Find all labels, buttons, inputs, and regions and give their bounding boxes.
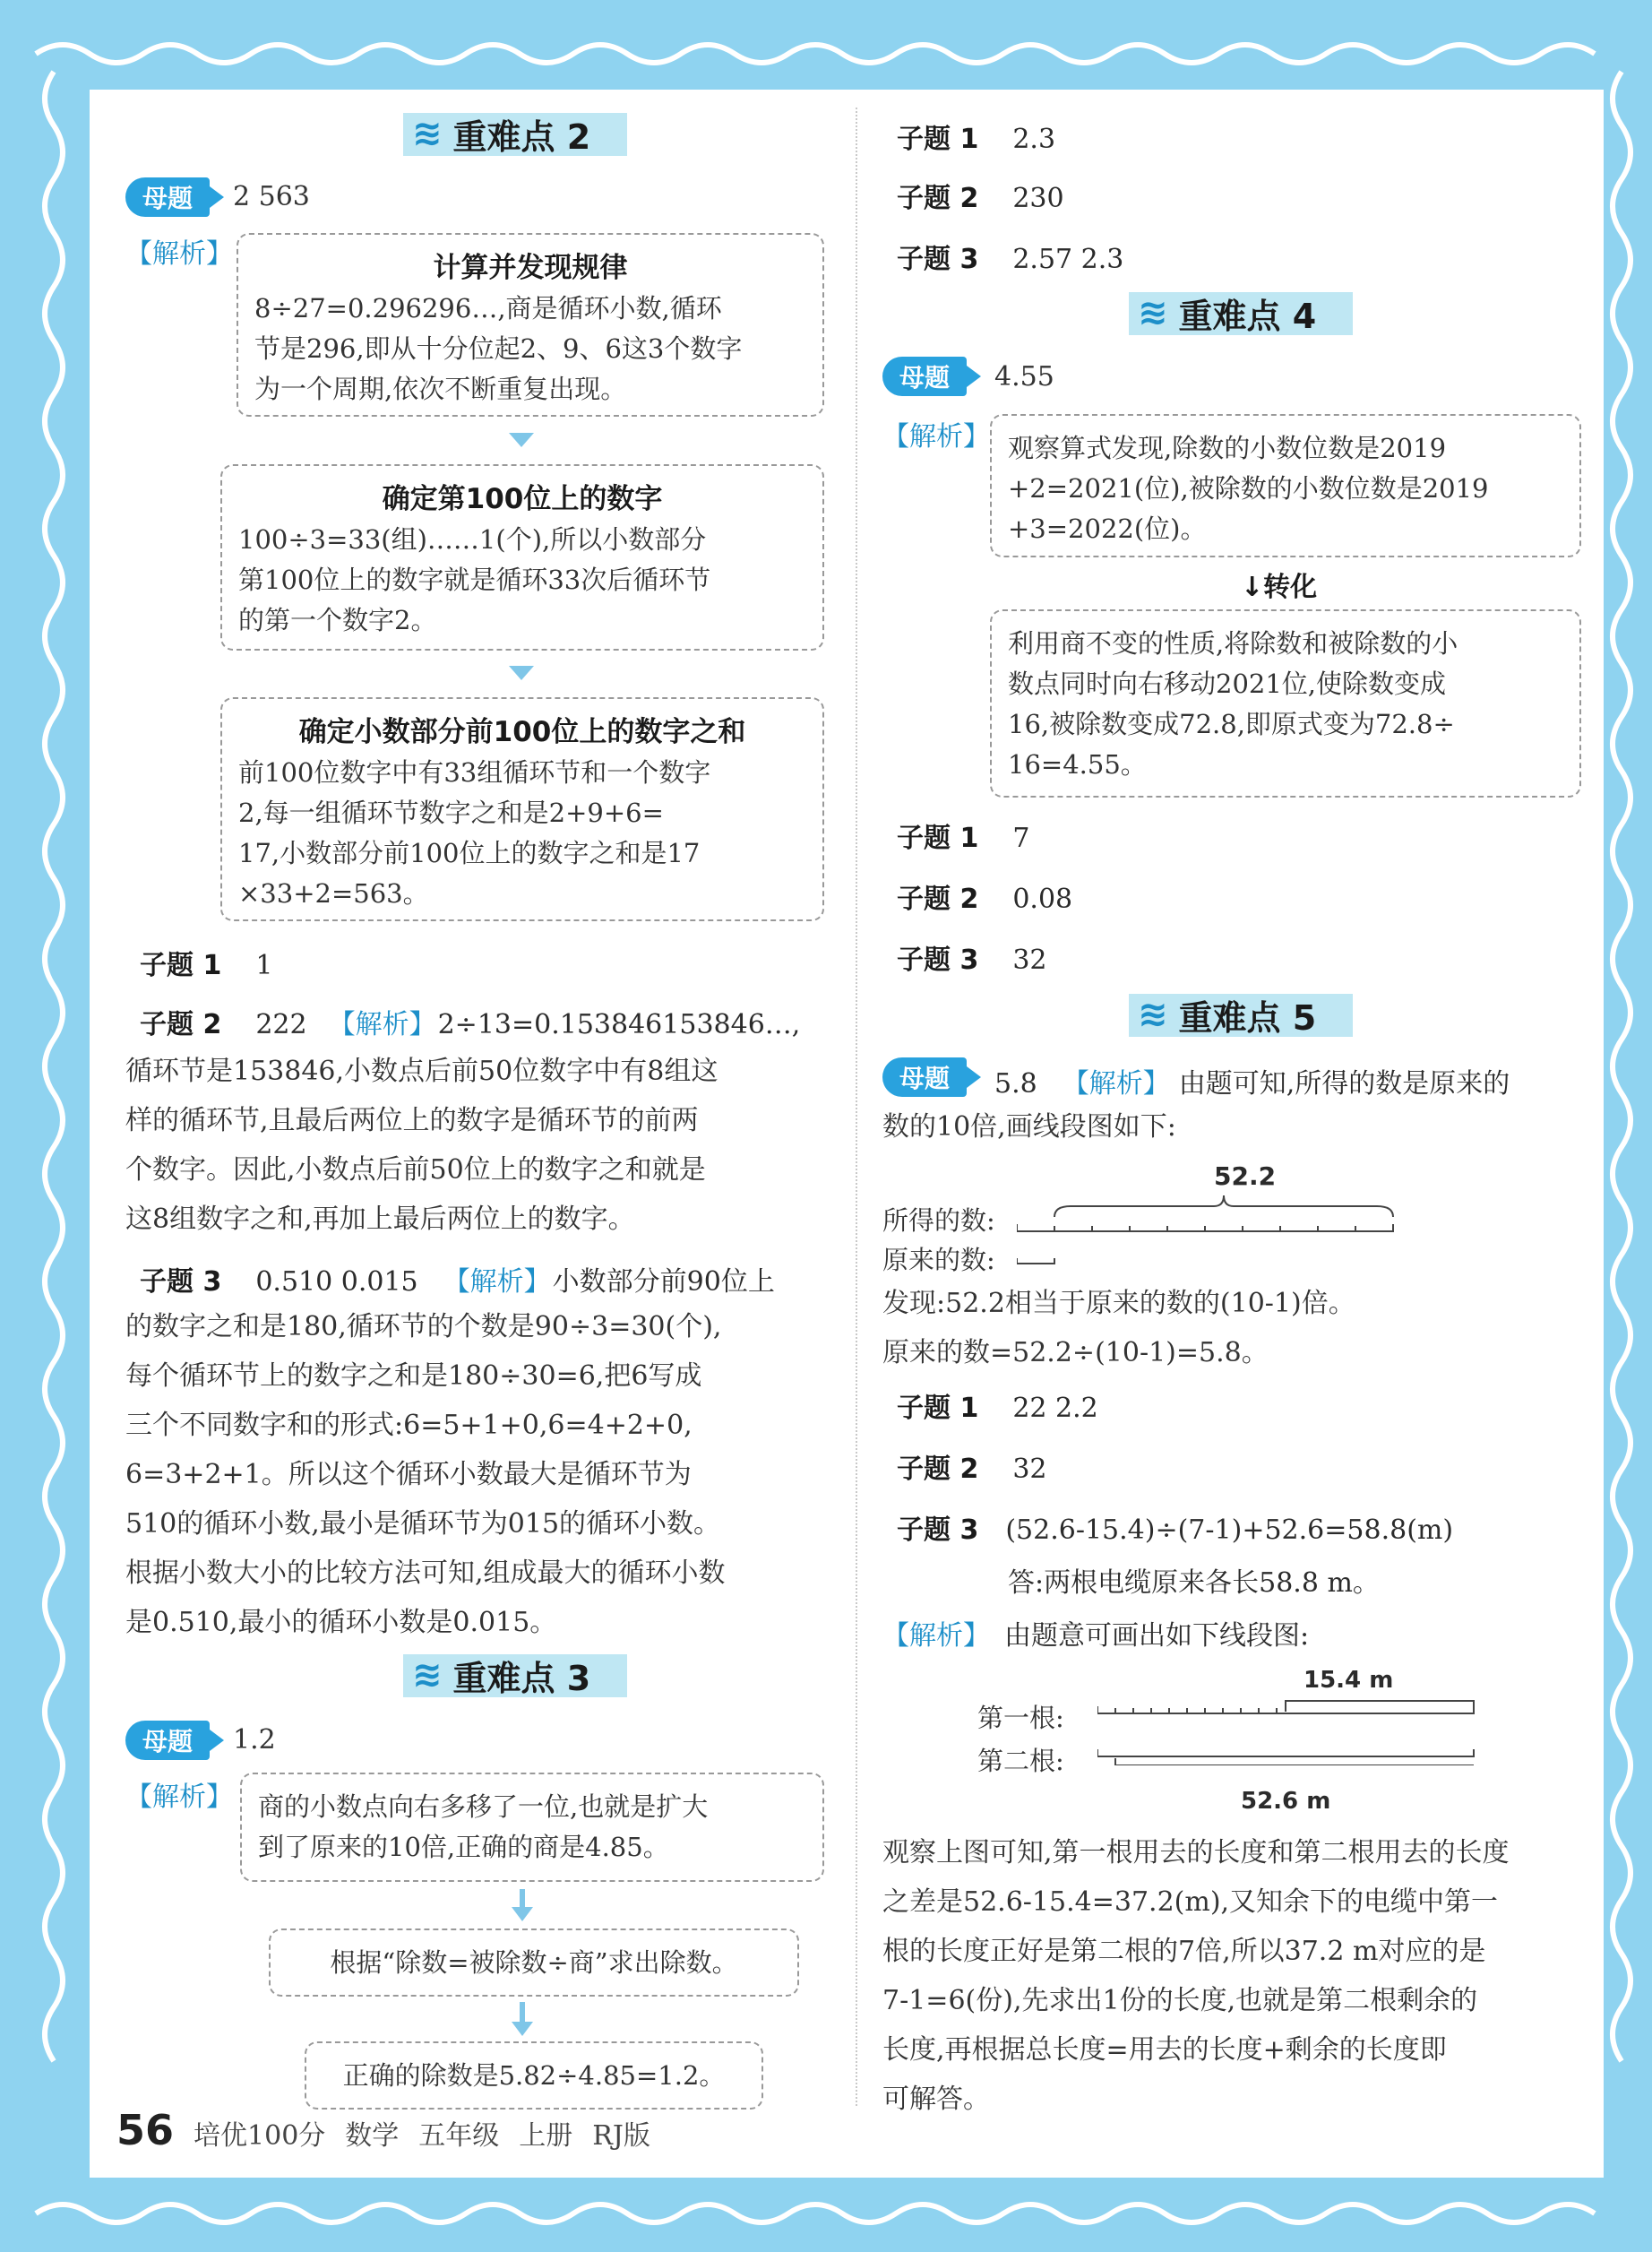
subquestion-2: 子题 2 32 (897, 1454, 1047, 1485)
subquestion-2: 子题 2 230 (897, 183, 1064, 214)
transform-arrow: ↓转化 (1241, 572, 1318, 603)
grade: 五年级 (418, 2120, 500, 2152)
book-title: 培优100分 (194, 2120, 326, 2152)
box-line: ×33+2=563。 (238, 878, 429, 909)
mother-badge: 母题 (882, 357, 967, 396)
subject: 数学 (345, 2120, 400, 2152)
segment-label: 第一根: (977, 1703, 1064, 1733)
analysis-box-2: 利用商不变的性质,将除数和被除数的小 数点同时向右移动2021位,使除数变成 16,被除数变成72.8,即原式变为72.8÷ 16=4.55。 (990, 609, 1581, 798)
volume: 上册 (519, 2120, 573, 2152)
box-heading: 确定第100位上的数字 (382, 483, 663, 515)
analysis-box-1: 商的小数点向右多移了一位,也就是扩大 到了原来的10倍,正确的商是4.85。 (240, 1773, 824, 1882)
down-triangle-icon (509, 666, 534, 680)
wave-icon: ≋ (1138, 994, 1168, 1035)
analysis-box-2: 根据“除数=被除数÷商”求出除数。 (269, 1928, 799, 1997)
subquestion-1: 子题 1 22 2.2 (897, 1393, 1098, 1424)
segment-label: 第二根: (977, 1746, 1064, 1776)
mother-explanation: 数的10倍,画线段图如下: (882, 1111, 1176, 1143)
down-triangle-icon (509, 433, 534, 447)
page-footer (116, 2106, 650, 2154)
subquestion-3-explanation: 的数字之和是180,循环节的个数是90÷3=30(个), 每个循环节上的数字之和是180÷30=6,把6写成 三个不同数字和的形式:6=5+1+0,6=4+2+0, 6=3+2+1。所以这个循环小数最大是循环节为 510的循环小数,最小是循环节为015的循环小数。 根据小数大小的比较方法可知,组成最大的循环小数 是0.510,最小的循环小数是0.015。 (125, 1311, 726, 1638)
box-line: 100÷3=33(组)……1(个),所以小数部分 (238, 524, 707, 555)
analysis-box-1 (237, 233, 824, 417)
box-line: 8÷27=0.296296…,商是循环小数,循环 (254, 293, 722, 324)
jiexi-label: 【解析】 (125, 1782, 233, 1813)
box-heading: 计算并发现规律 (433, 252, 628, 284)
mother-badge: 母题 (125, 1721, 210, 1760)
closing-explanation: 观察上图可知,第一根用去的长度和第二根用去的长度 之差是52.6-15.4=37.2(m),又知余下的电缆中第一 根的长度正好是第二根的7倍,所以37.2 m对应的是 7-1=6(份),先求出1份的长度,也就是第二根剩余的 长度,再根据总长度=用去的长度+剩余的长度即 可解答。 (882, 1837, 1510, 2115)
box-line: 为一个周期,依次不断重复出现。 (254, 374, 627, 404)
mother-answer: 1.2 (233, 1724, 276, 1756)
segment-label: 原来的数: (882, 1245, 995, 1275)
edition: RJ版 (592, 2120, 650, 2152)
original-number-line: 原来的数=52.2÷(10-1)=5.8。 (882, 1337, 1269, 1368)
subquestion-3: 子题 3 32 (897, 945, 1047, 976)
subquestion-2: 子题 2 222 【解析】 2÷13=0.153846153846…, (140, 1009, 801, 1040)
segment-diagram-1 (1017, 1190, 1429, 1271)
down-arrow-icon (520, 1889, 525, 1909)
box-heading: 确定小数部分前100位上的数字之和 (298, 716, 746, 748)
page-number: 56 (116, 2106, 175, 2154)
box-line: 的第一个数字2。 (238, 605, 437, 635)
subquestion-1: 子题 1 1 (140, 950, 273, 981)
wave-icon: ≋ (1138, 292, 1168, 333)
subquestion-1: 子题 1 2.3 (897, 124, 1056, 155)
subquestion-3: 子题 3 2.57 2.3 (897, 244, 1124, 275)
section-title-4: ≋ 重难点 4 (1138, 287, 1316, 339)
subquestion-2-explanation: 循环节是153846,小数点后前50位数字中有8组这 样的循环节,且最后两位上的数字是循环节的前两 个数字。因此,小数点后前50位上的数字之和就是 这8组数字之和,再加上最后两位上的数字。 (125, 1056, 718, 1235)
mother-badge: 母题 (125, 177, 210, 217)
down-arrow-icon (520, 2002, 525, 2023)
analysis-box-3 (220, 697, 824, 921)
jiexi-label: 【解析】 (125, 238, 233, 270)
mother-answer-line: 5.8 【解析】 由题可知,所得的数是原来的 (994, 1068, 1510, 1100)
segment-value-bottom: 52.6 m (1241, 1788, 1331, 1815)
page-content (90, 90, 1604, 2178)
box-line: 2,每一组循环节数字之和是2+9+6= (238, 798, 664, 828)
box-line: 第100位上的数字就是循环33次后循环节 (238, 565, 711, 595)
subquestion-3: 子题 3 0.510 0.015 【解析】 小数部分前90位上 (140, 1266, 775, 1298)
segment-value-top: 15.4 m (1304, 1667, 1394, 1694)
section-title-3: ≋ 重难点 3 (412, 1649, 590, 1701)
box-line: 节是296,即从十分位起2、9、6这3个数字 (254, 333, 743, 364)
wave-icon: ≋ (412, 1654, 443, 1695)
subquestion-2: 子题 2 0.08 (897, 884, 1073, 915)
analysis-box-1: 观察算式发现,除数的小数位数是2019 +2=2021(位),被除数的小数位数是2019 +3=2022(位)。 (990, 414, 1581, 557)
wave-icon: ≋ (412, 113, 443, 154)
answer-statement: 答:两根电缆原来各长58.8 m。 (1008, 1567, 1380, 1599)
jiexi-label: 【解析】 (882, 421, 990, 453)
segment-value-top: 52.2 (1214, 1161, 1277, 1191)
section-title-2: ≋ 重难点 2 (412, 108, 590, 160)
analysis-box-3: 正确的除数是5.82÷4.85=1.2。 (305, 2041, 763, 2110)
segment-diagram-2 (1097, 1694, 1492, 1765)
mother-badge: 母题 (882, 1057, 967, 1097)
subquestion-1: 子题 1 7 (897, 823, 1030, 854)
segment-label: 所得的数: (882, 1205, 995, 1236)
mother-answer: 4.55 (994, 361, 1054, 393)
box-line: 前100位数字中有33组循环节和一个数字 (238, 757, 711, 788)
finding-line: 发现:52.2相当于原来的数的(10-1)倍。 (882, 1288, 1355, 1319)
subquestion-3-explanation-head: 【解析】 由题意可画出如下线段图: (882, 1620, 1310, 1652)
section-title-5: ≋ 重难点 5 (1138, 988, 1316, 1040)
column-divider (856, 108, 857, 2106)
subquestion-3: 子题 3 (52.6-15.4)÷(7-1)+52.6=58.8(m) (897, 1514, 1454, 1546)
mother-answer: 2 563 (233, 181, 310, 212)
box-line: 17,小数部分前100位上的数字之和是17 (238, 838, 701, 868)
analysis-box-2 (220, 464, 824, 651)
